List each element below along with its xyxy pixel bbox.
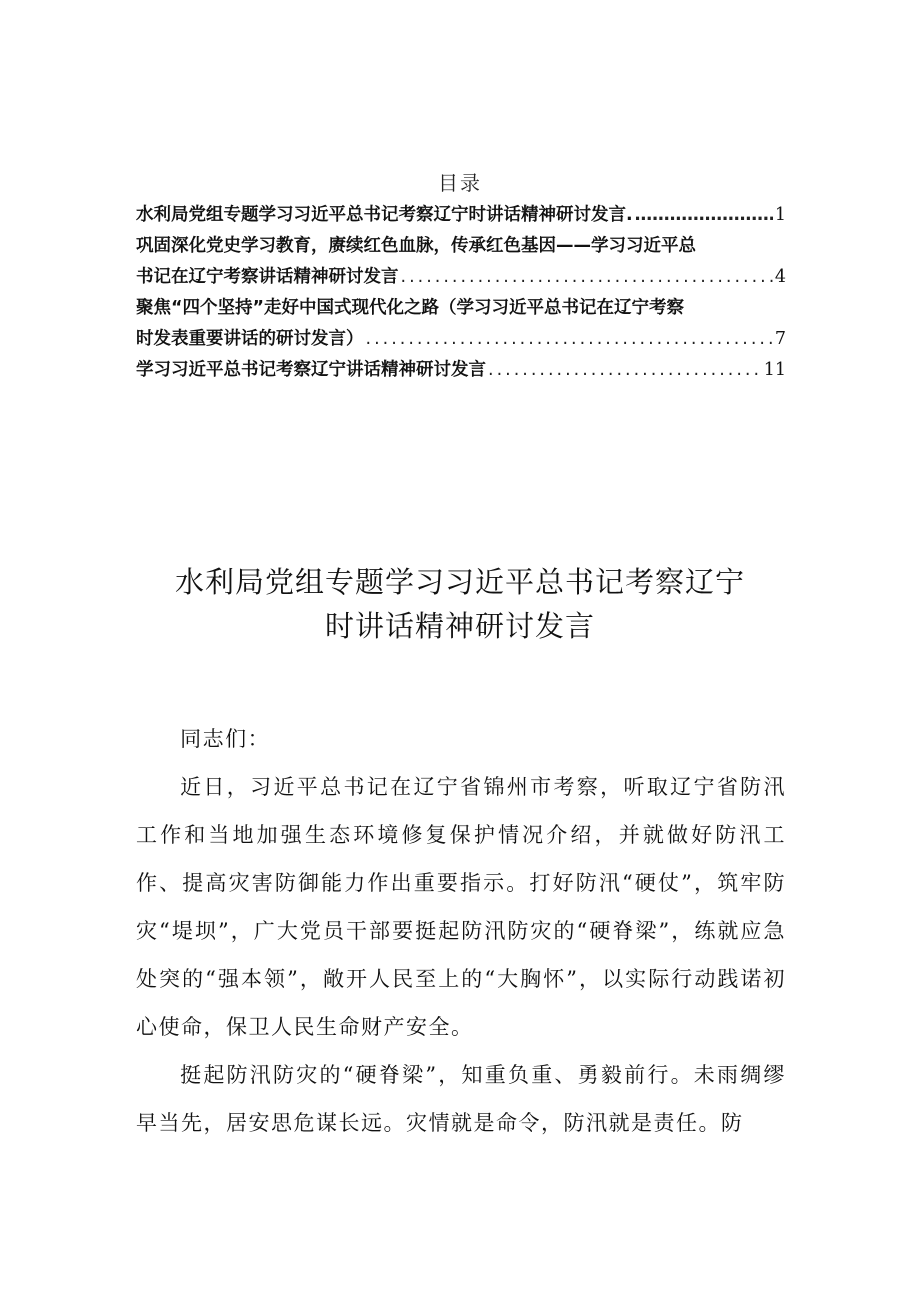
toc-entry-title: 时发表重要讲话的研讨发言） (136, 329, 364, 349)
toc-page-number: 11 (763, 360, 786, 380)
toc-entry-4[interactable] (136, 355, 786, 386)
toc-leader-dots (401, 262, 773, 293)
toc-entry-title: 聚焦“四个坚持”走好中国式现代化之路（学习习近平总书记在辽宁考察 (136, 298, 685, 318)
toc-heading: 目录 (438, 171, 482, 195)
toc-leader-dots (488, 355, 762, 386)
toc-leader-dots (635, 200, 773, 231)
toc-entry-title: 学习习近平总书记考察辽宁讲话精神研讨发言 (136, 360, 486, 380)
toc-entry-title: 水利局党组专题学习习近平总书记考察辽宁时讲话精神研讨发言. (136, 205, 633, 225)
toc-entry-3-line-2[interactable] (136, 324, 786, 355)
document-title (0, 560, 920, 648)
toc-entry-2-line-1[interactable] (136, 231, 786, 262)
toc-entry-1[interactable] (136, 200, 786, 231)
salutation: 同志们： (180, 727, 271, 751)
document-title-line-1: 水利局党组专题学习习近平总书记考察辽宁 (174, 565, 745, 599)
toc-entry-2-line-2[interactable] (136, 262, 786, 293)
toc-entry-title: 书记在辽宁考察讲话精神研讨发言 (136, 267, 399, 287)
toc-page-number: 4 (774, 267, 786, 287)
toc-leader-dots (366, 324, 773, 355)
body-paragraph-2: 挺起防汛防灾的“硬脊梁”，知重负重、勇毅前行。未雨绸缪早当先，居安思危谋长远。灾情就是命令，防汛就是责任。防 (136, 1063, 786, 1135)
table-of-contents (136, 200, 786, 386)
toc-page-number: 7 (774, 329, 786, 349)
toc-entry-title: 巩固深化党史学习教育，赓续红色血脉，传承红色基因——学习习近平总 (136, 236, 696, 256)
document-title-line-2: 时讲话精神研讨发言 (324, 609, 595, 643)
toc-page-number: 1 (774, 205, 786, 225)
toc-entry-3-line-1[interactable] (136, 293, 786, 324)
body-paragraph-1: 近日，习近平总书记在辽宁省锦州市考察，听取辽宁省防汛工作和当地加强生态环境修复保护情况介绍，并就做好防汛工作、提高灾害防御能力作出重要指示。打好防汛“硬仗”，筑牢防灾“堤坝”，广大党员干部要挺起防汛防灾的“硬脊梁”，练就应急处突的“强本领”，敞开人民至上的“大胸怀”，以实际行动践诺初心使命，保卫人民生命财产安全。 (136, 775, 786, 1039)
document-body (136, 715, 786, 1147)
